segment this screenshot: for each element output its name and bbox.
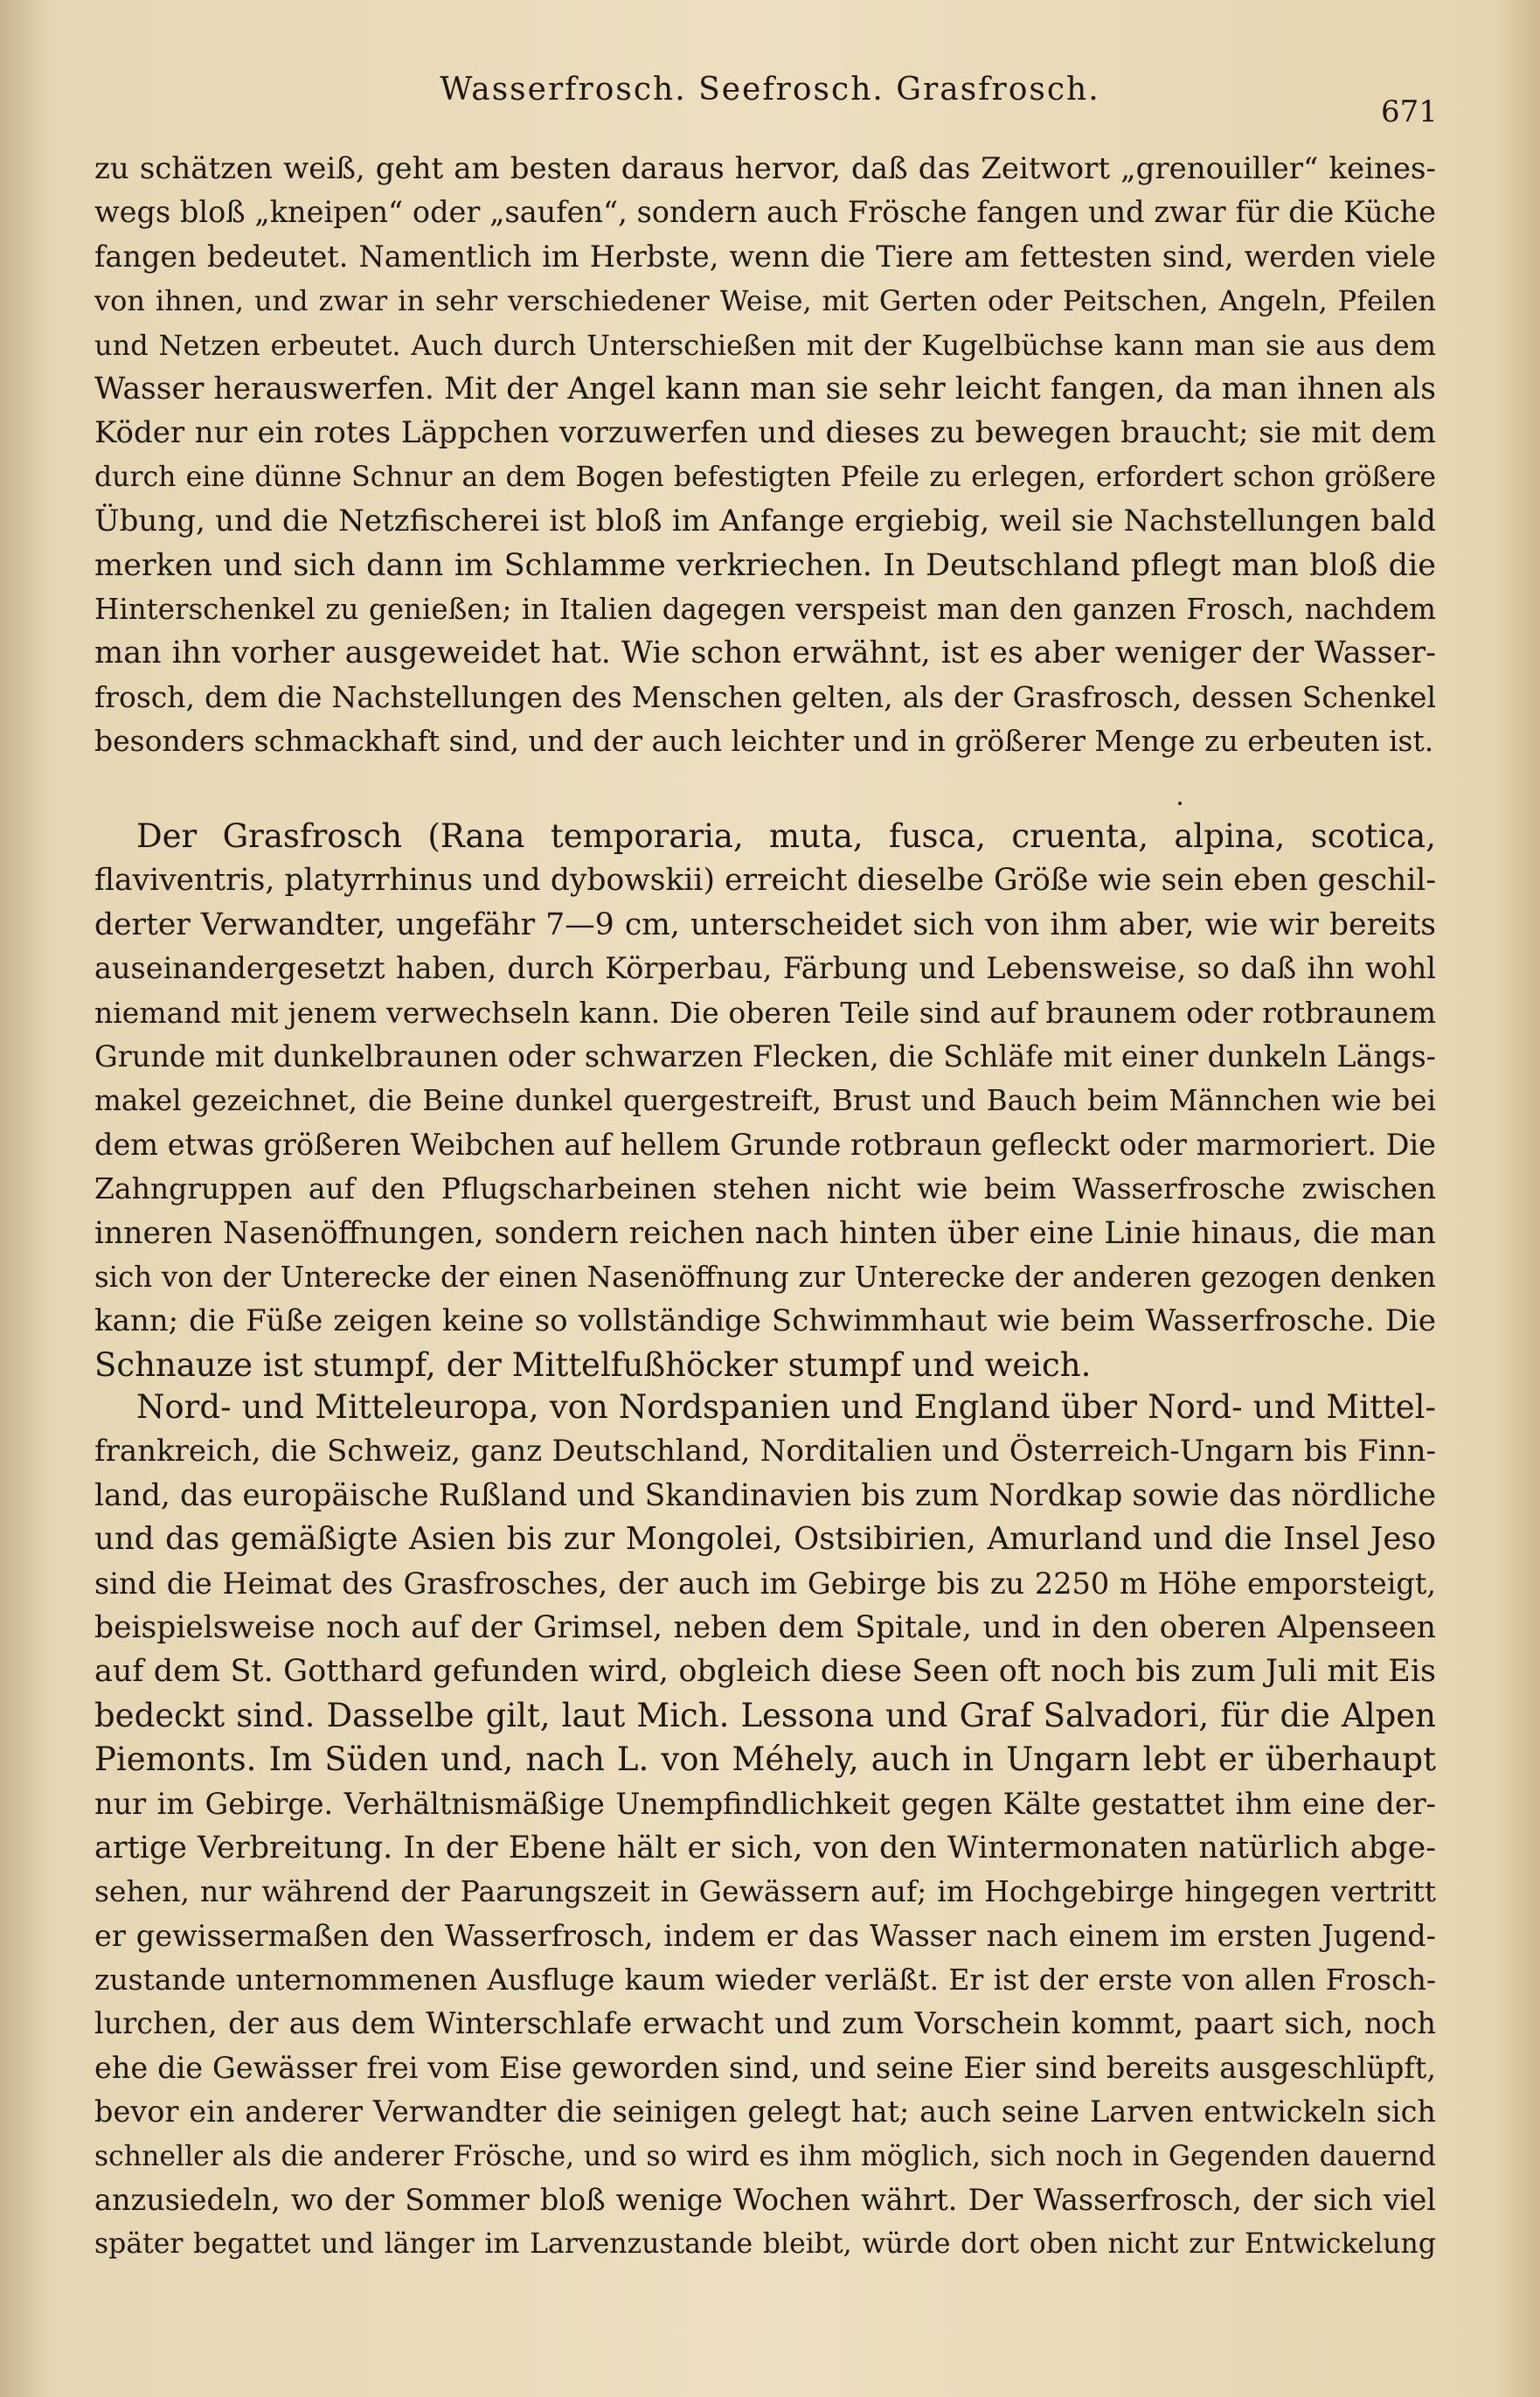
text-line: anzusiedeln, wo der Sommer bloß wenige Wochen währt. Der Wasserfrosch, der sich viel: [94, 2183, 1436, 2218]
text-line: merken und sich dann im Schlamme verkriechen. In Deutschland pflegt man bloß die: [94, 547, 1436, 583]
text-line: derter Verwandter, ungefähr 7—9 cm, unterscheidet sich von ihm aber, wie wir bereits: [94, 907, 1436, 942]
text-line: Wasser herauswerfen. Mit der Angel kann man sie sehr leicht fangen, da man ihnen als: [94, 371, 1436, 406]
text-line: sehen, nur während der Paarungszeit in Gewässern auf; im Hochgebirge hingegen vertritt: [94, 1874, 1436, 1909]
text-line: bedeckt sind. Dasselbe gilt, laut Mich. Lessona und Graf Salvadori, für die Alpen: [94, 1696, 1436, 1734]
text-line: Nord- und Mitteleuropa, von Nordspanien und England über Nord- und Mittel-: [136, 1388, 1436, 1426]
ink-speck: [1178, 802, 1182, 805]
paragraph-3: [94, 1386, 1436, 2267]
text-line: Schnauze ist stumpf, der Mittelfußhöcker stumpf und weich.: [94, 1345, 1092, 1384]
text-line: und Netzen erbeutet. Auch durch Unterschießen mit der Kugelbüchse kann man sie aus dem: [94, 328, 1436, 362]
paragraph-2: [94, 815, 1436, 1387]
page-number: 671: [1381, 94, 1438, 129]
text-line: wegs bloß „kneipen“ oder „saufen“, sondern auch Frösche fangen und zwar für die Küche: [94, 195, 1436, 230]
text-line: flaviventris, platyrrhinus und dybowskii) erreicht dieselbe Größe wie sein eben geschil-: [94, 863, 1436, 899]
text-line: Übung, und die Netzfischerei ist bloß im Anfange ergiebig, weil sie Nachstellungen bald: [94, 504, 1436, 539]
text-line: dem etwas größeren Weibchen auf hellem Grunde rotbraun gefleckt oder marmoriert. Die: [94, 1127, 1436, 1162]
text-line: sich von der Unterecke der einen Nasenöffnung zur Unterecke der anderen gezogen denken: [94, 1260, 1436, 1294]
text-line: auseinandergesetzt haben, durch Körperbau, Färbung und Lebensweise, so daß ihn wohl: [94, 951, 1436, 986]
text-line: inneren Nasenöffnungen, sondern reichen nach hinten über eine Linie hinaus, die man: [94, 1215, 1436, 1251]
text-line: kann; die Füße zeigen keine so vollständige Schwimmhaut wie beim Wasserfrosche. Die: [94, 1303, 1436, 1339]
text-line: bevor ein anderer Verwandter die seinigen gelegt hat; auch seine Larven entwickeln sich: [94, 2095, 1436, 2130]
text-line: Hinterschenkel zu genießen; in Italien dagegen verspeist man den ganzen Frosch, nachdem: [94, 592, 1436, 626]
paragraph-1: [94, 147, 1436, 763]
text-line: sind die Heimat des Grasfrosches, der auch im Gebirge bis zu 2250 m Höhe emporsteigt,: [94, 1566, 1436, 1601]
text-line: niemand mit jenem verwechseln kann. Die oberen Teile sind auf braunem oder rotbraunem: [94, 995, 1436, 1030]
text-line: Der Grasfrosch (Rana temporaria, muta, fusca, cruenta, alpina, scotica,: [136, 817, 1436, 855]
text-line: lurchen, der aus dem Winterschlafe erwacht und zum Vorschein kommt, paart sich, noch: [94, 2006, 1436, 2041]
text-line: Grunde mit dunkelbraunen oder schwarzen Flecken, die Schläfe mit einer dunkeln Längs-: [94, 1039, 1436, 1073]
text-line: schneller als die anderer Frösche, und so wird es ihm möglich, sich noch in Gegenden dauernd: [94, 2140, 1436, 2172]
text-line: zu schätzen weiß, geht am besten daraus hervor, daß das Zeitwort „grenouiller“ keines-: [94, 151, 1436, 186]
text-line: er gewissermaßen den Wasserfrosch, indem er das Wasser nach einem im ersten Jugend-: [94, 1918, 1436, 1953]
text-line: land, das europäische Rußland und Skandinavien bis zum Nordkap sowie das nördliche: [94, 1477, 1436, 1513]
text-line: Köder nur ein rotes Läppchen vorzuwerfen und dieses zu bewegen braucht; sie mit dem: [94, 415, 1436, 451]
text-line: frosch, dem die Nachstellungen des Menschen gelten, als der Grasfrosch, dessen Schenkel: [94, 679, 1436, 714]
text-line: zustande unternommenen Ausfluge kaum wieder verläßt. Er ist der erste von allen Frosch-: [94, 1963, 1436, 1998]
text-line: nur im Gebirge. Verhältnismäßige Unempfindlichkeit gegen Kälte gestattet ihm eine der-: [94, 1786, 1436, 1821]
text-line: Zahngruppen auf den Pflugscharbeinen stehen nicht wie beim Wasserfrosche zwischen: [94, 1171, 1436, 1206]
text-line: Piemonts. Im Süden und, nach L. von Méhely, auch in Ungarn lebt er überhaupt: [94, 1740, 1436, 1779]
text-line: von ihnen, und zwar in sehr verschiedener Weise, mit Gerten oder Peitschen, Angeln, Pfeilen: [94, 284, 1436, 318]
text-line: durch eine dünne Schnur an dem Bogen befestigten Pfeile zu erlegen, erfordert schon größere: [94, 461, 1436, 493]
text-line: und das gemäßigte Asien bis zur Mongolei, Ostsibirien, Amurland und die Insel Jeso: [94, 1521, 1436, 1558]
text-line: auf dem St. Gotthard gefunden wird, obgleich diese Seen oft noch bis zum Juli mit Eis: [94, 1654, 1436, 1690]
text-line: man ihn vorher ausgeweidet hat. Wie schon erwähnt, ist es aber weniger der Wasser-: [94, 636, 1436, 671]
running-title: Wasserfrosch. Seefrosch. Grasfrosch.: [440, 72, 1100, 108]
text-line: fangen bedeutet. Namentlich im Herbste, wenn die Tiere am fettesten sind, werden viele: [94, 239, 1436, 274]
text-line: artige Verbreitung. In der Ebene hält er sich, von den Wintermonaten natürlich abge-: [94, 1830, 1436, 1865]
text-line: später begattet und länger im Larvenzustande bleibt, würde dort oben nicht zur Entwickelung: [94, 2228, 1436, 2261]
text-line: ehe die Gewässer frei vom Eise geworden sind, und seine Eier sind bereits ausgeschlüpft,: [94, 2050, 1436, 2085]
text-line: makel gezeichnet, die Beine dunkel quergestreift, Brust und Bauch beim Männchen wie bei: [94, 1084, 1436, 1118]
text-line: beispielsweise noch auf der Grimsel, neben dem Spitale, und in den oberen Alpenseen: [94, 1609, 1436, 1645]
text-line: besonders schmackhaft sind, und der auch leichter und in größerer Menge zu erbeuten ist.: [94, 724, 1434, 759]
text-line: frankreich, die Schweiz, ganz Deutschland, Norditalien und Österreich-Ungarn bis Finn-: [94, 1434, 1436, 1469]
